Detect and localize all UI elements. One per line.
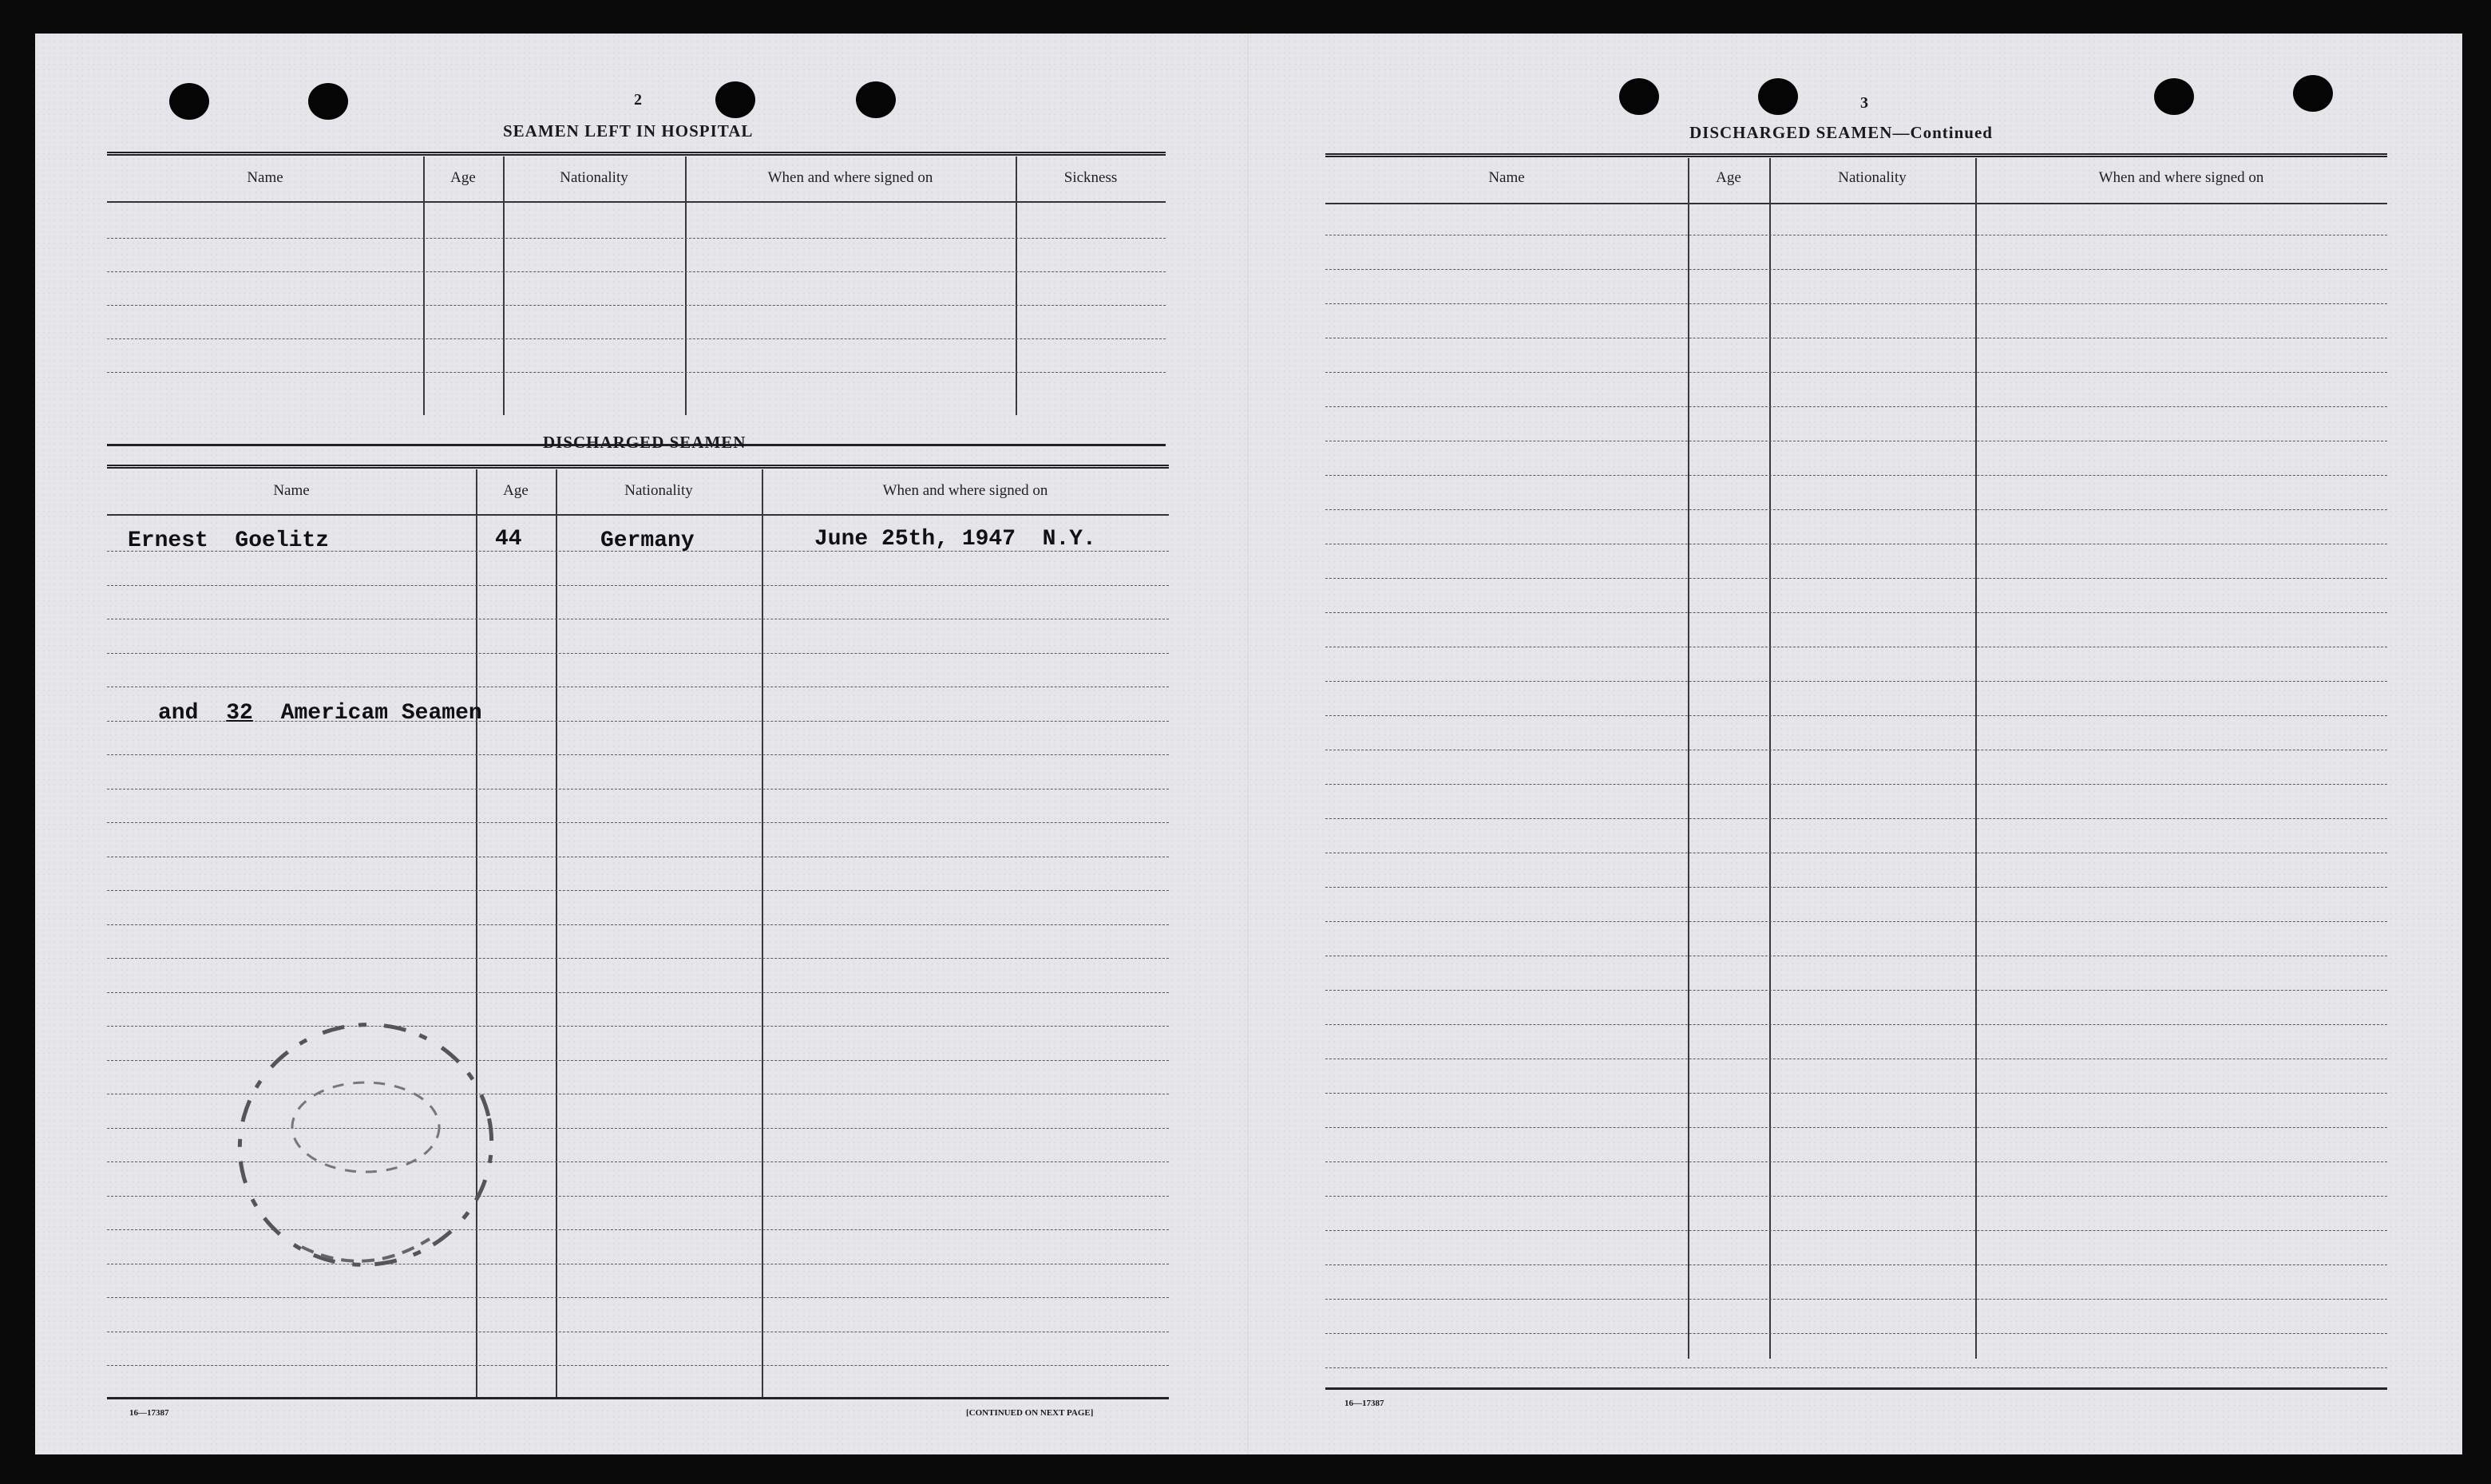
ruled-line — [107, 653, 1169, 654]
ruled-line — [1325, 1264, 2387, 1265]
official-stamp — [230, 1007, 501, 1295]
punch-hole — [308, 83, 348, 120]
seaman-signed-on: June 25th, 1947 N.Y. — [814, 527, 1096, 552]
ruled-line — [1325, 578, 2387, 579]
ruled-line — [1325, 1093, 2387, 1094]
ruled-line — [107, 958, 1169, 959]
ruled-line — [1325, 681, 2387, 682]
hospital-col-name: Name — [247, 169, 283, 186]
ruled-line — [1325, 990, 2387, 991]
discharged-continued-table — [1325, 153, 2387, 1399]
ruled-line — [1325, 1333, 2387, 1334]
ruled-line — [107, 822, 1169, 823]
seaman-nationality: Germany — [600, 528, 695, 553]
ruled-line — [107, 585, 1169, 586]
hospital-section-title: SEAMEN LEFT IN HOSPITAL — [503, 121, 754, 140]
ruled-line — [107, 1365, 1169, 1366]
ruled-line — [1325, 818, 2387, 819]
seaman-name: Ernest Goelitz — [128, 528, 330, 553]
ruled-line — [107, 924, 1169, 925]
punch-hole — [2293, 75, 2333, 112]
ruled-line — [1325, 509, 2387, 510]
ruled-line — [1325, 1196, 2387, 1197]
ruled-line — [1325, 887, 2387, 888]
ruled-line — [1325, 303, 2387, 304]
ruled-line — [1325, 475, 2387, 476]
punch-hole — [715, 81, 755, 118]
hospital-col-sickness: Sickness — [1063, 169, 1118, 186]
form-number-left: 16—17387 — [129, 1408, 169, 1418]
ruled-line — [107, 992, 1169, 993]
discharged-continued-title — [1689, 123, 1993, 143]
discharged-section-title: DISCHARGED SEAMEN — [543, 433, 747, 452]
continued-col-signed-on: When and where signed on — [2098, 169, 2264, 186]
ruled-line — [107, 1297, 1169, 1298]
hospital-table — [107, 152, 1166, 449]
punch-hole — [2154, 78, 2194, 115]
ruled-line — [1325, 921, 2387, 922]
summary-line — [158, 701, 482, 726]
page-number-left: 2 — [634, 91, 642, 109]
punch-hole — [856, 81, 896, 118]
summary-count: 32 — [226, 701, 253, 726]
punch-hole — [1758, 78, 1798, 115]
ruled-line — [1325, 784, 2387, 785]
manifest-sheet — [35, 34, 2462, 1454]
ruled-line — [1325, 1230, 2387, 1231]
continued-col-age: Age — [1716, 169, 1741, 186]
discharged-col-name: Name — [273, 482, 310, 499]
summary-prefix: and — [158, 701, 199, 726]
page-number-right: 3 — [1860, 94, 1868, 112]
hospital-col-signed-on: When and where signed on — [767, 169, 933, 186]
summary-suffix: Americam Seamen — [280, 701, 482, 726]
discharged-col-nationality: Nationality — [624, 482, 693, 499]
form-number-right: 16—17387 — [1345, 1399, 1384, 1408]
continued-note: [CONTINUED ON NEXT PAGE] — [966, 1408, 1094, 1418]
ruled-line — [1325, 1024, 2387, 1025]
ruled-line — [1325, 406, 2387, 407]
continued-col-nationality: Nationality — [1838, 169, 1907, 186]
ruled-line — [1325, 1299, 2387, 1300]
seaman-age: 44 — [495, 527, 522, 552]
punch-hole — [169, 83, 209, 120]
discharged-col-age: Age — [503, 482, 529, 499]
hospital-col-age: Age — [450, 169, 476, 186]
center-fold — [1247, 34, 1249, 1454]
ruled-line — [1325, 612, 2387, 613]
ruled-line — [1325, 1127, 2387, 1128]
discharged-col-signed-on: When and where signed on — [882, 482, 1048, 499]
continued-col-name: Name — [1488, 169, 1525, 186]
ruled-line — [1325, 372, 2387, 373]
ruled-line — [107, 890, 1169, 891]
ruled-line — [1325, 1367, 2387, 1368]
discharged-continued-title-main: DISCHARGED SEAMEN — [1689, 123, 1893, 142]
ruled-line — [1325, 269, 2387, 270]
ruled-line — [1325, 1161, 2387, 1162]
hospital-col-nationality: Nationality — [560, 169, 628, 186]
discharged-continued-suffix: —Continued — [1892, 123, 1993, 142]
ruled-line — [107, 754, 1169, 755]
ruled-line — [1325, 715, 2387, 716]
punch-hole — [1619, 78, 1659, 115]
